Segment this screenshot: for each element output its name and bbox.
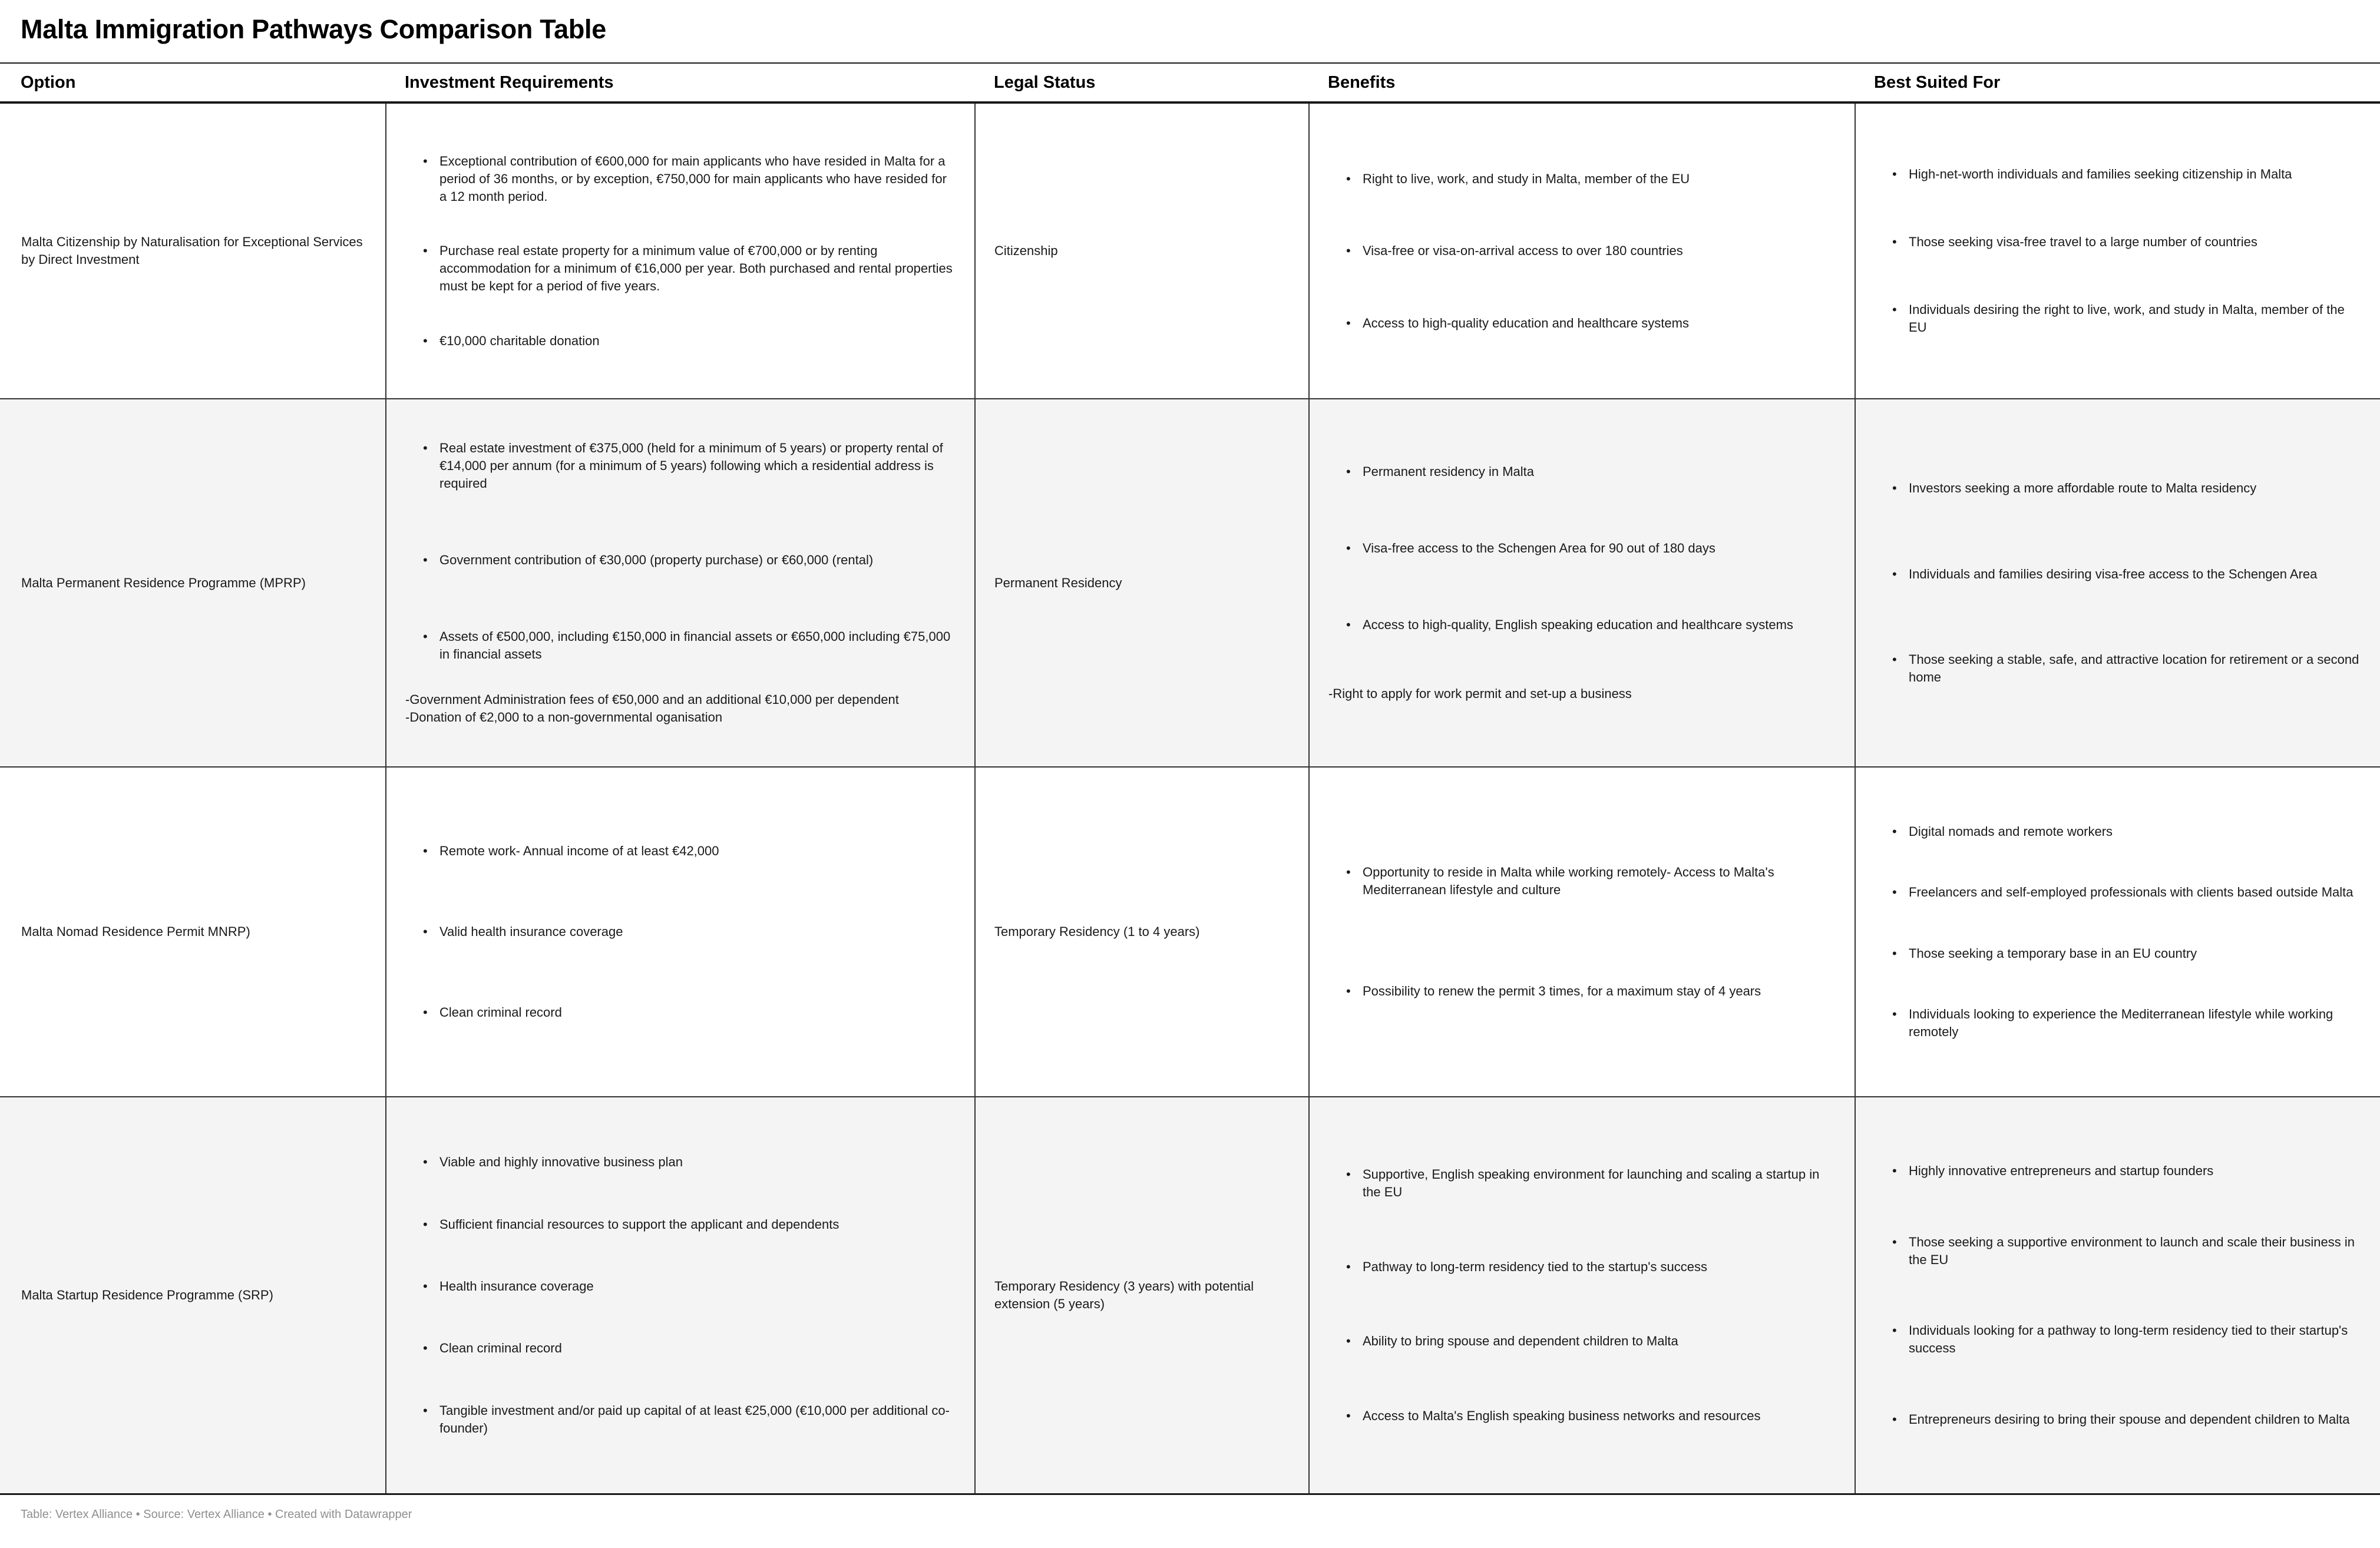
bullet-item: • Individuals looking for a pathway to long-term residency tied to their startup's success [1909,1322,2362,1357]
bullet-item: • Visa-free or visa-on-arrival access to over 180 countries [1363,242,1837,260]
bullet-item: • Assets of €500,000, including €150,000 in financial assets or €650,000 including €75,000 in financial assets [439,628,957,663]
bullet-item: • Opportunity to reside in Malta while working remotely- Access to Malta's Mediterranean lifestyle and culture [1363,864,1837,899]
table-footer: Table: Vertex Alliance • Source: Vertex Alliance • Created with Datawrapper [21,1508,412,1521]
bullet-item: • Purchase real estate property for a minimum value of €700,000 or by renting accommodation for a minimum of €16,000 per year. Both purchased and rental properties must be kept for a period of five years. [439,242,957,295]
investment-requirements-cell [386,767,975,1097]
bullet-item: • Viable and highly innovative business plan [439,1153,957,1171]
option-label: Malta Permanent Residence Programme (MPRP) [21,575,306,590]
bullet-item: • Entrepreneurs desiring to bring their spouse and dependent children to Malta [1909,1411,2362,1428]
investment-requirements-cell [386,399,975,767]
column-header-benefits: Benefits [1309,63,1855,102]
option-cell [0,102,386,399]
best-suited-cell [1855,102,2380,399]
bullet-item: • Access to high-quality education and healthcare systems [1363,315,1837,332]
option-label: Malta Startup Residence Programme (SRP) [21,1288,273,1302]
bullet-item: • Clean criminal record [439,1004,957,1021]
bullet-item: • Valid health insurance coverage [439,923,957,941]
column-header-legal-status: Legal Status [975,63,1309,102]
legal-status-label: Citizenship [994,243,1058,258]
bullet-item: • Freelancers and self-employed professionals with clients based outside Malta [1909,884,2362,901]
legal-status-cell [975,399,1309,767]
benefits-cell [1309,767,1855,1097]
bullet-item: • Access to Malta's English speaking business networks and resources [1363,1407,1837,1425]
bullet-item: • Digital nomads and remote workers [1909,823,2362,841]
best-suited-cell [1855,1097,2380,1494]
option-cell [0,399,386,767]
legal-status-cell [975,102,1309,399]
option-cell [0,767,386,1097]
note-line: -Government Administration fees of €50,000 and an additional €10,000 per dependent [405,692,899,707]
header-row [0,63,2380,102]
bullet-item: • Pathway to long-term residency tied to the startup's success [1363,1258,1837,1276]
bullet-item: • Supportive, English speaking environment for launching and scaling a startup in the EU [1363,1166,1837,1201]
table-row-mprp [0,399,2380,767]
note-line: -Right to apply for work permit and set-up a business [1328,686,1632,702]
bullet-item: • Permanent residency in Malta [1363,463,1837,481]
table-row-nomad [0,767,2380,1097]
bullet-item: • Health insurance coverage [439,1278,957,1295]
bullet-item: • Individuals desiring the right to live, work, and study in Malta, member of the EU [1909,301,2362,336]
legal-status-cell [975,767,1309,1097]
legal-status-cell [975,1097,1309,1494]
bullet-item: • Right to live, work, and study in Malta, member of the EU [1363,170,1837,188]
best-suited-cell [1855,399,2380,767]
benefits-cell [1309,102,1855,399]
legal-status-label: Temporary Residency (1 to 4 years) [994,924,1200,939]
investment-requirements-cell [386,1097,975,1494]
bullet-item: • High-net-worth individuals and families seeking citizenship in Malta [1909,166,2362,183]
bullet-item: • Those seeking visa-free travel to a large number of countries [1909,233,2362,251]
bullet-item: • Highly innovative entrepreneurs and startup founders [1909,1162,2362,1180]
benefits-cell [1309,399,1855,767]
bullet-item: • Government contribution of €30,000 (property purchase) or €60,000 (rental) [439,551,957,569]
legal-status-label: Temporary Residency (3 years) with potential extension (5 years) [994,1279,1254,1311]
bullet-item: • Investors seeking a more affordable route to Malta residency [1909,479,2362,497]
note-line: -Donation of €2,000 to a non-governmental oganisation [405,710,723,725]
bullet-item: • Exceptional contribution of €600,000 for main applicants who have resided in Malta for a period of 36 months, or by exception, €750,000 for main applicants who have resided for a 12 month period. [439,153,957,206]
bullet-item: • Those seeking a temporary base in an EU country [1909,945,2362,962]
option-label: Malta Citizenship by Naturalisation for Exceptional Services by Direct Investment [21,234,363,267]
bullet-item: • Sufficient financial resources to support the applicant and dependents [439,1216,957,1233]
bullet-item: • Individuals and families desiring visa-free access to the Schengen Area [1909,565,2362,583]
investment-notes [405,691,957,726]
comparison-table [0,62,2380,1495]
bullet-item: • Possibility to renew the permit 3 times, for a maximum stay of 4 years [1363,983,1837,1000]
bullet-item: • Clean criminal record [439,1339,957,1357]
bullet-item: • €10,000 charitable donation [439,332,957,350]
bullet-item: • Real estate investment of €375,000 (held for a minimum of 5 years) or property rental of €14,000 per annum (for a minimum of 5 years) following which a residential address is required [439,439,957,492]
bullet-item: • Remote work- Annual income of at least €42,000 [439,842,957,860]
bullet-item: • Individuals looking to experience the Mediterranean lifestyle while working remotely [1909,1005,2362,1041]
investment-requirements-cell [386,102,975,399]
benefits-notes [1328,685,1837,703]
legal-status-label: Permanent Residency [994,575,1122,590]
option-label: Malta Nomad Residence Permit MNRP) [21,924,250,939]
page-title: Malta Immigration Pathways Comparison Table [21,14,606,44]
bullet-item: • Access to high-quality, English speaking education and healthcare systems [1363,616,1837,634]
option-cell [0,1097,386,1494]
bullet-item: • Those seeking a stable, safe, and attractive location for retirement or a second home [1909,651,2362,686]
column-header-best-suited-for: Best Suited For [1855,63,2380,102]
bullet-item: • Tangible investment and/or paid up capital of at least €25,000 (€10,000 per additional co-founder) [439,1402,957,1437]
column-header-option: Option [0,63,386,102]
bullet-item: • Those seeking a supportive environment to launch and scale their business in the EU [1909,1233,2362,1269]
bullet-item: • Visa-free access to the Schengen Area for 90 out of 180 days [1363,540,1837,557]
bullet-item: • Ability to bring spouse and dependent children to Malta [1363,1332,1837,1350]
table-row-citizenship [0,102,2380,399]
best-suited-cell [1855,767,2380,1097]
table-row-srp [0,1097,2380,1494]
column-header-investment-requirements: Investment Requirements [386,63,975,102]
benefits-cell [1309,1097,1855,1494]
